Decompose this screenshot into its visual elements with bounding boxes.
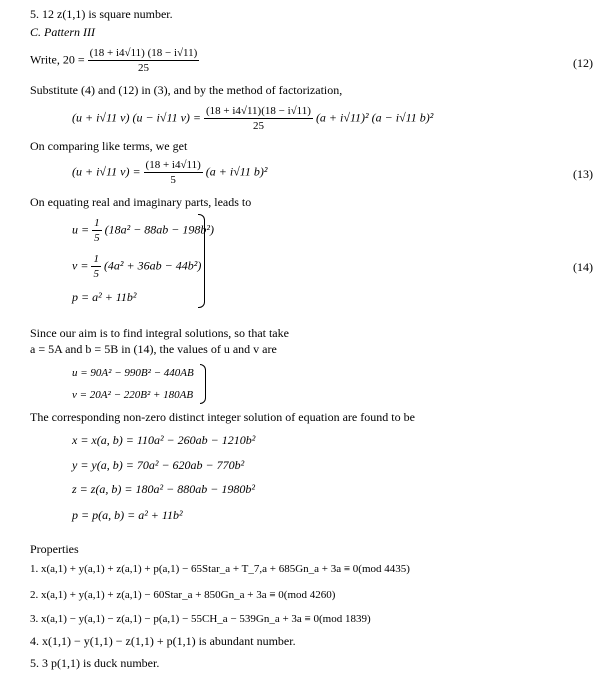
v-solution: v = 20A² − 220B² + 180AB [72,389,194,401]
x-solution: x = x(a, b) = 110a² − 260ab − 1210b² [72,433,256,447]
eq13-left: (u + i√11 v) = [72,164,141,179]
property-3: 3. x(a,1) − y(a,1) − z(a,1) − p(a,1) − 55CH_a − 539Gn_a + 3a ≡ 0(mod 1839) [30,613,371,625]
eq14-v-numerator: 1 [93,253,99,265]
uv-brace [200,364,206,404]
eq14-u-denominator: 5 [94,232,100,244]
p-solution: p = p(a, b) = a² + 11b² [72,508,183,522]
eq13-numerator: (18 + i4√11) [145,159,201,171]
factorization-denominator: 25 [252,120,264,132]
eq12-denominator: 25 [137,62,149,74]
factorization-right: (a + i√11)² (a − i√11 b)² [315,110,434,125]
integral-solutions-text: Since our aim is to find integral solutions, so that take [30,326,289,340]
property-4: 4. x(1,1) − y(1,1) − z(1,1) + p(1,1) is abundant number. [30,634,296,648]
corresponding-solution-text: The corresponding non-zero distinct integer solution of equation are found to be [30,410,415,424]
property-1: 1. x(a,1) + y(a,1) + z(a,1) + p(a,1) − 65Star_a + T_7,a + 685Gn_a + 3a ≡ 0(mod 4435) [30,563,410,575]
eq14-u-prefix: u = [72,222,90,237]
eq14-v-fraction [91,252,101,281]
eq14-u-fraction [92,216,102,245]
eq14-u-line [72,216,214,245]
eq14-v-denominator: 5 [93,268,99,280]
substitution-text: a = 5A and b = 5B in (14), the values of u and v are [30,342,277,356]
eq13-right: (a + i√11 b)² [205,164,268,179]
u-solution: u = 90A² − 990B² − 440AB [72,367,194,379]
factorization-numerator: (18 + i4√11)(18 − i√11) [206,105,311,117]
factorization-fraction [204,104,313,133]
eq14-v-line [72,252,201,281]
eq12-fraction [88,46,200,75]
eq14-number: (14) [573,260,593,274]
eq12-numerator: (18 + i4√11) (18 − i√11) [89,47,198,59]
eq13-number: (13) [573,167,593,181]
factorization-equation [72,104,433,133]
eq13-denominator: 5 [170,174,176,186]
section-heading-pattern-iii: C. Pattern III [30,25,95,39]
eq12-prefix: Write, 20 = [30,52,85,67]
factorization-left: (u + i√11 v) (u − i√11 v) = [72,110,201,125]
eq14-u-body: (18a² − 88ab − 198b²) [104,222,214,237]
eq14-v-body: (4a² + 36ab − 44b²) [103,258,202,273]
eq12-number: (12) [573,56,593,70]
eq14-p-line: p = a² + 11b² [72,290,137,304]
eq14-u-numerator: 1 [94,217,100,229]
equating-text: On equating real and imaginary parts, leads to [30,195,252,209]
eq14-brace [198,214,205,308]
eq13-fraction [144,158,203,187]
y-solution: y = y(a, b) = 70a² − 620ab − 770b² [72,458,245,472]
comparing-text: On comparing like terms, we get [30,139,188,153]
property-5: 5. 3 p(1,1) is duck number. [30,656,160,670]
equation-12 [30,46,199,75]
property-5-line: 5. 12 z(1,1) is square number. [30,7,173,21]
substitute-text: Substitute (4) and (12) in (3), and by the method of factorization, [30,83,343,97]
eq14-v-prefix: v = [72,258,89,273]
properties-heading: Properties [30,542,79,556]
equation-13 [72,158,267,187]
property-2: 2. x(a,1) + y(a,1) + z(a,1) − 60Star_a + 850Gn_a + 3a ≡ 0(mod 4260) [30,589,336,601]
z-solution: z = z(a, b) = 180a² − 880ab − 1980b² [72,482,255,496]
